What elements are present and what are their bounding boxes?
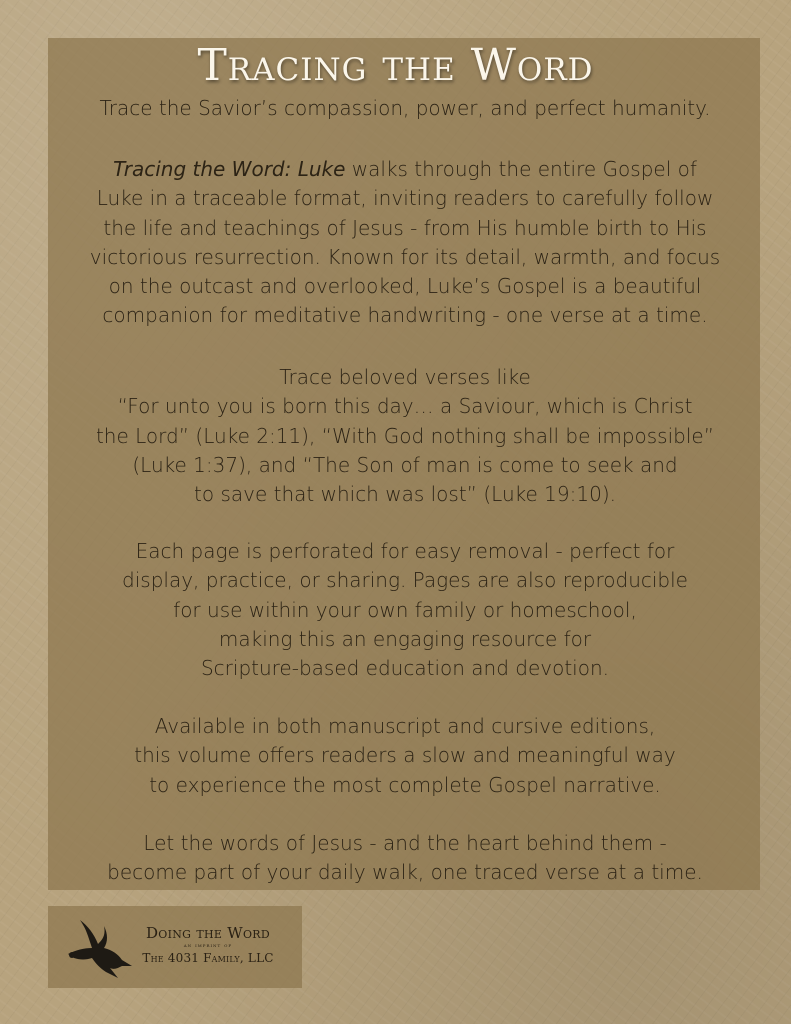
paragraph-verses-line: Trace beloved verses like: [279, 365, 531, 389]
paragraph-closing: [58, 829, 752, 888]
paragraph-intro-line: Tracing the Word: Luke walks through the entire Gospel of: [113, 157, 697, 181]
paragraph-intro-line: on the outcast and overlooked, Luke’s Gospel is a beautiful: [108, 274, 702, 299]
tagline: [58, 94, 752, 123]
paragraph-perforated-line: making this an engaging resource for: [218, 626, 592, 651]
paragraph-verses-line: (Luke 1:37), and “The Son of man is come to seek and: [132, 452, 678, 477]
paragraph-intro: [58, 155, 752, 331]
paragraph-intro-line: companion for meditative handwriting - one verse at a time.: [102, 303, 708, 328]
paragraph-editions-line: Available in both manuscript and cursive editions,: [154, 714, 656, 738]
publisher-logo: [48, 906, 302, 988]
paragraph-editions: [58, 712, 752, 800]
paragraph-perforated: [58, 537, 752, 683]
paragraph-intro-line: the life and teachings of Jesus - from His humble birth to His: [103, 215, 707, 240]
page-title: Tracing the Word: [197, 40, 594, 91]
publisher-company: The 4031 Family, LLC: [142, 951, 274, 965]
paragraph-editions-line: to experience the most complete Gospel narrative.: [149, 772, 661, 797]
publisher-name: [118, 924, 298, 966]
paragraph-verses-line: “For unto you is born this day… a Saviour, which is Christ: [117, 394, 693, 419]
paragraph-perforated-line: for use within your own family or homeschool,: [173, 597, 637, 622]
paragraph-verses: [58, 363, 752, 509]
book-title: Tracing the Word: Luke: [113, 157, 346, 181]
paragraph-perforated-line: Scripture-based education and devotion.: [200, 656, 610, 681]
paragraph-closing-line: Let the words of Jesus - and the heart behind them -: [143, 831, 667, 855]
paragraph-perforated-line: Each page is perforated for easy removal - perfect for: [135, 539, 675, 563]
paragraph-closing-line: become part of your daily walk, one traced verse at a time.: [107, 860, 703, 885]
imprint-name: Doing the Word: [145, 924, 271, 942]
paragraph-intro-line: Luke in a traceable format, inviting readers to carefully follow: [96, 186, 714, 211]
paragraph-intro-line: victorious resurrection. Known for its detail, warmth, and focus: [89, 244, 721, 269]
paragraph-verses-line: the Lord” (Luke 2:11), “With God nothing shall be impossible”: [95, 423, 715, 448]
paragraph-perforated-line: display, practice, or sharing. Pages are also reproducible: [122, 568, 688, 593]
imprint-of: an imprint of: [183, 942, 233, 949]
paragraph-verses-line: to save that which was lost” (Luke 19:10).: [194, 482, 616, 507]
tagline-text: Trace the Savior’s compassion, power, and perfect humanity.: [99, 96, 711, 120]
paragraph-editions-line: this volume offers readers a slow and meaningful way: [134, 743, 676, 768]
